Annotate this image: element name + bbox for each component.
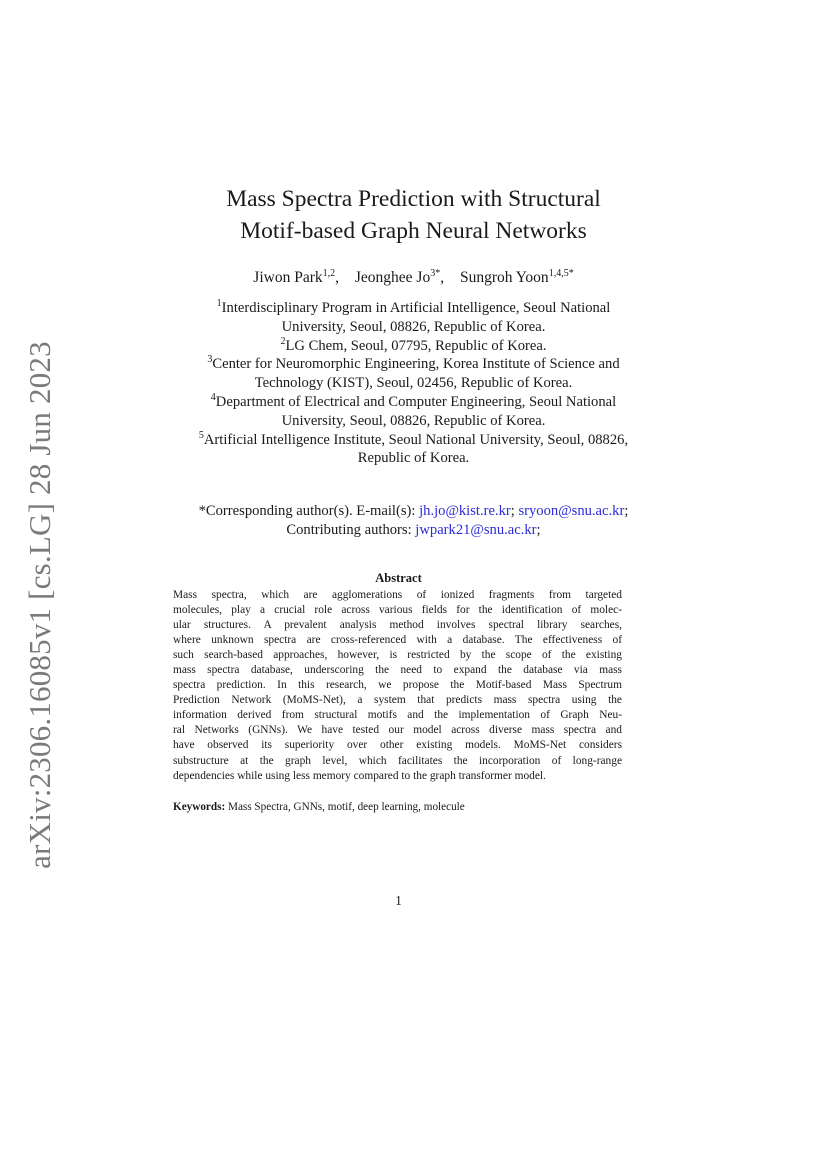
affiliations <box>0 299 827 468</box>
title-line-2: Motif-based Graph Neural Networks <box>240 218 587 244</box>
abstract-body <box>173 588 622 784</box>
abstract-line: where unknown spectra are cross-referenced with a database. The effectiveness of <box>173 634 622 647</box>
abstract-heading: Abstract <box>375 571 422 585</box>
arxiv-identifier-text: arXiv:2306.16085v1 [cs.LG] 28 Jun 2023 <box>22 341 57 869</box>
abstract-line: dependencies while using less memory compared to the graph transformer model. <box>173 769 546 782</box>
corresponding-line: *Corresponding author(s). E-mail(s): jh.jo@kist.re.kr; sryoon@snu.ac.kr; <box>198 503 629 519</box>
affiliation-line: University, Seoul, 08826, Republic of Korea. <box>281 412 546 429</box>
affiliation-line: $^5$Artificial Intelligence Institute, Seoul National University, Seoul, 08826, <box>198 429 629 448</box>
author: Sungroh Yoon$^{1,4,5*}$ <box>459 268 574 286</box>
abstract-line: substructure at the graph level, which facilitates the incorporation of long-range <box>173 754 622 767</box>
author: Jeonghee $Jo^{3*}$, <box>354 268 445 286</box>
paper-title <box>0 183 827 247</box>
affiliation-line: $^3$Center for Neuromorphic Engineering, Korea Institute of Science and <box>207 354 620 373</box>
contributing-line: Contributing authors: jwpark21@snu.ac.kr; <box>286 522 541 538</box>
email-link-park[interactable]: jwpark21@snu.ac.kr <box>415 522 537 538</box>
abstract-line: ral Networks (GNNs). We have tested our model across diverse mass spectra and <box>173 724 622 737</box>
page-number: 1 <box>395 893 402 908</box>
affiliation-line: University, Seoul, 08826, Republic of Korea. <box>281 318 546 335</box>
affiliation-line: $^1$Interdisciplinary Program in Artificial Intelligence, Seoul National <box>216 298 611 316</box>
affiliation-line: Technology (KIST), Seoul, 02456, Republic of Korea. <box>254 375 573 392</box>
email-link-yoon[interactable]: sryoon@snu.ac.kr <box>518 503 625 519</box>
keywords <box>173 800 465 815</box>
abstract-line: molecules, play a crucial role across various fields for the identification of molec- <box>173 604 622 617</box>
correspondence <box>0 502 827 540</box>
keywords-label: Keywords: <box>173 801 226 813</box>
affiliation-line: Republic of Korea. <box>357 450 470 467</box>
abstract-line: such search-based approaches, however, is restricted by the scope of the existing <box>173 649 622 662</box>
abstract-line: mass spectra database, underscoring the need to expand the database via mass <box>173 664 622 677</box>
keywords-text: Mass Spectra, GNNs, motif, deep learning, molecule <box>225 801 465 813</box>
abstract-line: spectra prediction. In this research, we propose the Motif-based Mass Spectrum <box>173 679 622 692</box>
abstract-line: have observed its superiority over other existing models. MoMS-Net considers <box>173 739 622 752</box>
abstract-line: information derived from structural motifs and the implementation of Graph Neu- <box>173 709 622 722</box>
author: Jiwon Park$^{1,2}$, <box>253 268 339 286</box>
affiliation-line: $^2$LG Chem, Seoul, 07795, Republic of Korea. <box>280 335 547 354</box>
author-list <box>0 268 827 288</box>
email-link-jo[interactable]: jh.jo@kist.re.kr <box>419 503 511 519</box>
affiliation-line: $^4$Department of Electrical and Computer Engineering, Seoul National <box>210 391 617 410</box>
title-line-1: Mass Spectra Prediction with Structural <box>226 186 601 212</box>
abstract-line: Prediction Network (MoMS-Net), a system that predicts mass spectra using the <box>173 694 622 707</box>
abstract-line: Mass spectra, which are agglomerations of ionized fragments from targeted <box>173 589 622 601</box>
abstract-line: ular structures. A prevalent analysis method involves spectral library searches, <box>173 619 622 632</box>
